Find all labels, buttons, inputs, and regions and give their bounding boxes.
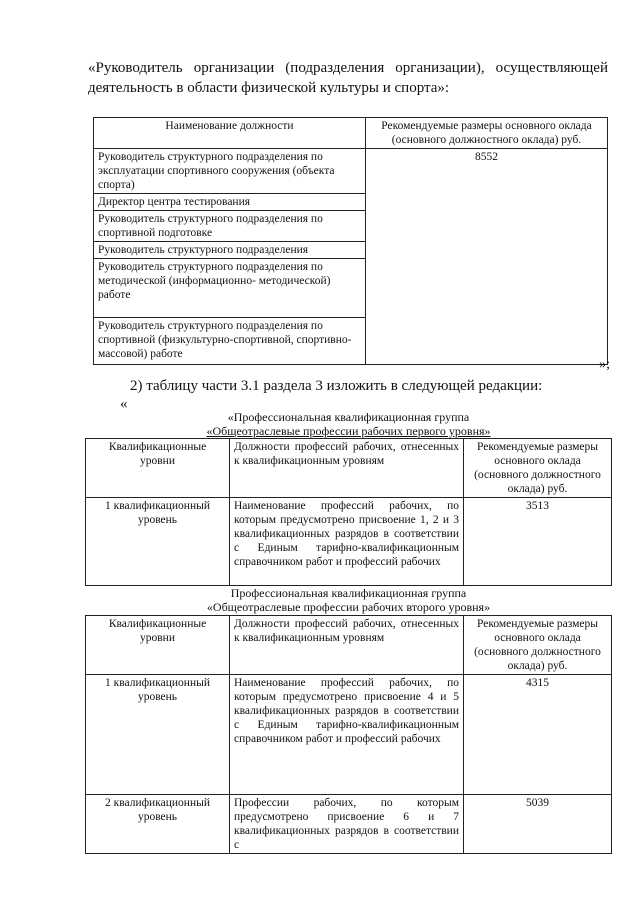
profession-desc-cell: Профессии рабочих, по которым предусмотрено присвоение 6 и 7 квалификационных разрядов в соответствии с	[230, 795, 464, 854]
salary-cell: 5039	[464, 795, 612, 854]
position-item: Руководитель структурного подразделения по эксплуатации спортивного сооружения (объекта спорта)	[94, 149, 365, 194]
salary-cell: 4315	[464, 675, 612, 795]
opening-quote-mark: «	[120, 396, 128, 412]
group2-table	[85, 615, 612, 854]
group1-title	[85, 410, 612, 438]
point-2-text: 2) таблицу части 3.1 раздела 3 изложить в следующей редакции:	[130, 378, 543, 394]
salary-value: 8552	[366, 149, 608, 365]
position-item: Руководитель структурного подразделения	[94, 242, 365, 259]
positions-list	[94, 149, 366, 365]
level-cell: 2 квалификационный уровень	[86, 795, 230, 854]
group2-title-line1: Профессиональная квалификационная группа	[230, 586, 467, 600]
col-header-levels: Квалификационные уровни	[86, 616, 230, 675]
level-cell: 1 квалификационный уровень	[86, 675, 230, 795]
group2-title	[85, 586, 612, 614]
position-item: Руководитель структурного подразделения по спортивной (физкультурно-спортивной, спортивно-массовой) работе	[98, 320, 352, 360]
group1-title-line1: «Профессиональная квалификационная группа	[227, 410, 470, 424]
intro-paragraph: «Руководитель организации (подразделения организации), осуществляющей деятельность в области физической культуры и спорта»:	[88, 60, 608, 96]
group2-title-line2: «Общеотраслевые профессии рабочих второго уровня»	[206, 600, 491, 614]
col-header-salary: Рекомендуемые размеры основного оклада (основного должностного оклада) руб.	[366, 118, 608, 149]
col-header-salary: Рекомендуемые размеры основного оклада (основного должностного оклада) руб.	[464, 616, 612, 675]
col-header-positions: Должности профессий рабочих, отнесенных к квалификационным уровням	[230, 616, 464, 675]
col-header-salary: Рекомендуемые размеры основного оклада (основного должностного оклада) руб.	[464, 439, 612, 498]
manager-positions-table	[93, 117, 608, 365]
col-header-levels: Квалификационные уровни	[86, 439, 230, 498]
group1-title-line2: «Общеотраслевые профессии рабочих первого уровня»	[206, 424, 491, 438]
salary-cell: 3513	[464, 498, 612, 586]
col-header-positions: Должности профессий рабочих, отнесенных к квалификационным уровням	[230, 439, 464, 498]
profession-desc-cell: Наименование профессий рабочих, по которым предусмотрено присвоение 1, 2 и 3 квалификационных разрядов в соответствии с Единым тарифно-квалификационным справочником работ и профессий рабочих	[230, 498, 464, 586]
position-item: Директор центра тестирования	[94, 194, 365, 211]
position-item: Руководитель структурного подразделения по спортивной подготовке	[94, 211, 365, 242]
position-item: Руководитель структурного подразделения по методической (информационно- методической) работе	[94, 259, 365, 318]
col-header-position: Наименование должности	[94, 118, 366, 149]
profession-desc-cell: Наименование профессий рабочих, по которым предусмотрено присвоение 4 и 5 квалификационных разрядов в соответствии с Единым тарифно-квалификационным справочником работ и профессий рабочих	[230, 675, 464, 795]
closing-quote-mark: »;	[599, 357, 610, 372]
level-cell: 1 квалификационный уровень	[86, 498, 230, 586]
group1-table	[85, 438, 612, 586]
